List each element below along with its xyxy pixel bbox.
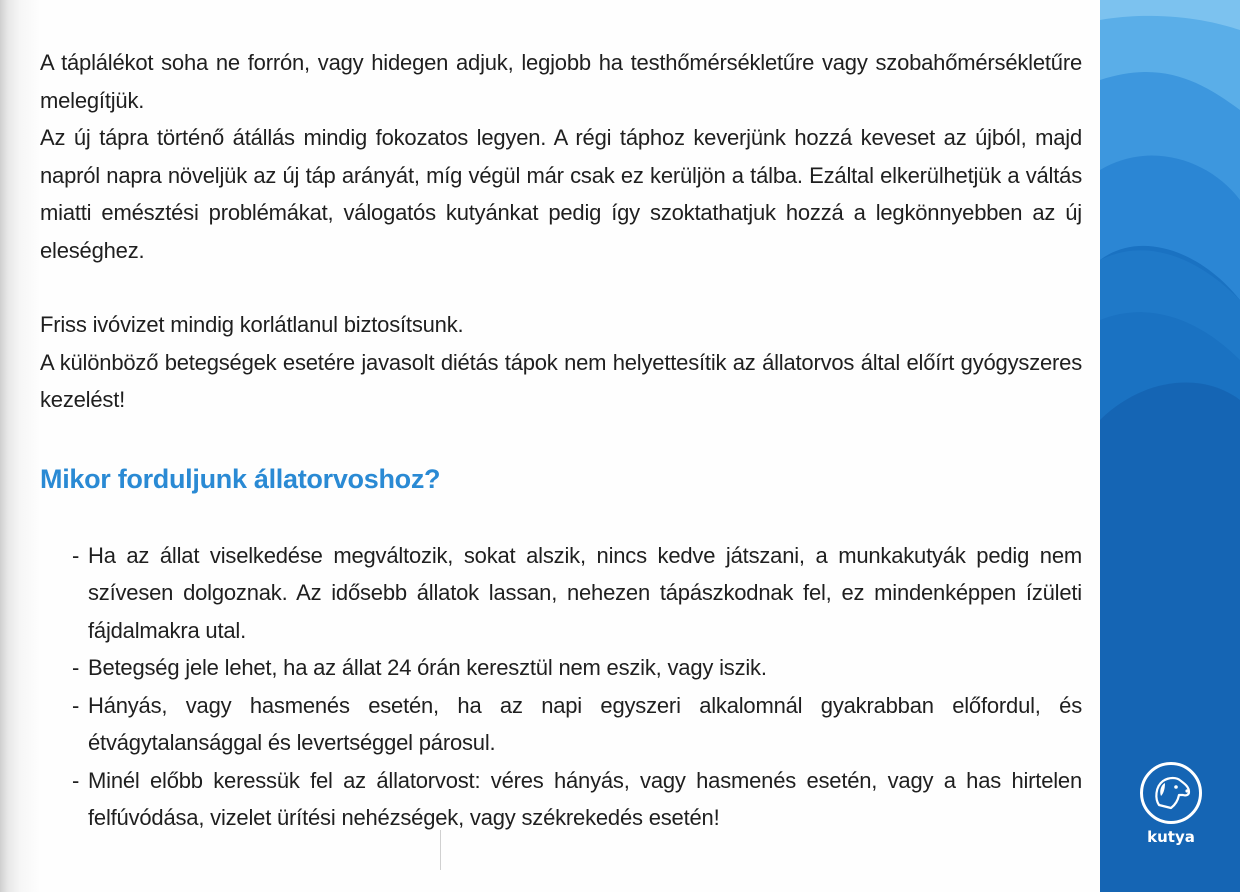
dog-head-icon: [1140, 762, 1202, 824]
paragraph-temperature: A táplálékot soha ne forrón, vagy hidegen adjuk, legjobb ha testhőmérsékletűre vagy szobahőmérsékletűre melegítjük.: [40, 50, 1082, 113]
badge-label: kutya: [1147, 828, 1195, 846]
list-item-text: Ha az állat viselkedése megváltozik, sokat alszik, nincs kedve játszani, a munkakutyák pedig nem szívesen dolgoznak. Az idősebb állatok lassan, nehezen tápászkodnak fel, ez mindenképpen ízületi fájdalmakra utal.: [88, 542, 1082, 643]
section-heading: Mikor forduljunk állatorvoshoz?: [40, 463, 441, 494]
paragraph-diet-warning: A különböző betegségek esetére javasolt diétás tápok nem helyettesítik az állatorvos által előírt gyógyszeres kezelést!: [40, 349, 1082, 412]
list-dash: -: [72, 692, 80, 718]
binding-shadow: [0, 0, 40, 892]
list-dash: -: [72, 542, 80, 568]
vet-reasons-list: [40, 537, 1082, 837]
paragraph-gap: [40, 269, 1082, 306]
list-item-text: Betegség jele lehet, ha az állat 24 órán keresztül nem eszik, vagy iszik.: [88, 655, 767, 680]
list-dash: -: [72, 655, 80, 680]
list-item: [40, 687, 1082, 762]
list-item: [40, 762, 1082, 837]
page-content: [40, 44, 1082, 837]
paragraph-transition: Az új tápra történő átállás mindig fokozatos legyen. A régi táphoz keverjünk hozzá keveset az újból, majd napról napra növeljük az új táp arányát, míg végül már csak ez kerüljön a tálba. Ezáltal elkerülhetjük a váltás miatti emésztési problémákat, válogatós kutyánkat pedig így szoktathatjuk hozzá a legkönnyebben az új eleséghez.: [40, 125, 1082, 263]
side-color-band: [1100, 0, 1240, 892]
list-item-text: Hányás, vagy hasmenés esetén, ha az napi egyszeri alkalomnál gyakrabban előfordul, és étvágytalansággal és levertséggel párosul.: [88, 692, 1082, 755]
scan-artifact: [440, 830, 441, 870]
dog-head-svg: [1143, 765, 1199, 821]
paragraph-water: Friss ivóvizet mindig korlátlanul biztosítsunk.: [40, 312, 464, 337]
list-item: [40, 649, 1082, 687]
band-wave-decoration: [1100, 0, 1240, 892]
list-item-text: Minél előbb keressük fel az állatorvost: véres hányás, vagy hasmenés esetén, vagy a has hirtelen felfúvódása, vizelet ürítési nehézségek, vagy székrekedés esetén!: [88, 767, 1082, 830]
list-item: [40, 537, 1082, 650]
list-dash: -: [72, 767, 80, 793]
